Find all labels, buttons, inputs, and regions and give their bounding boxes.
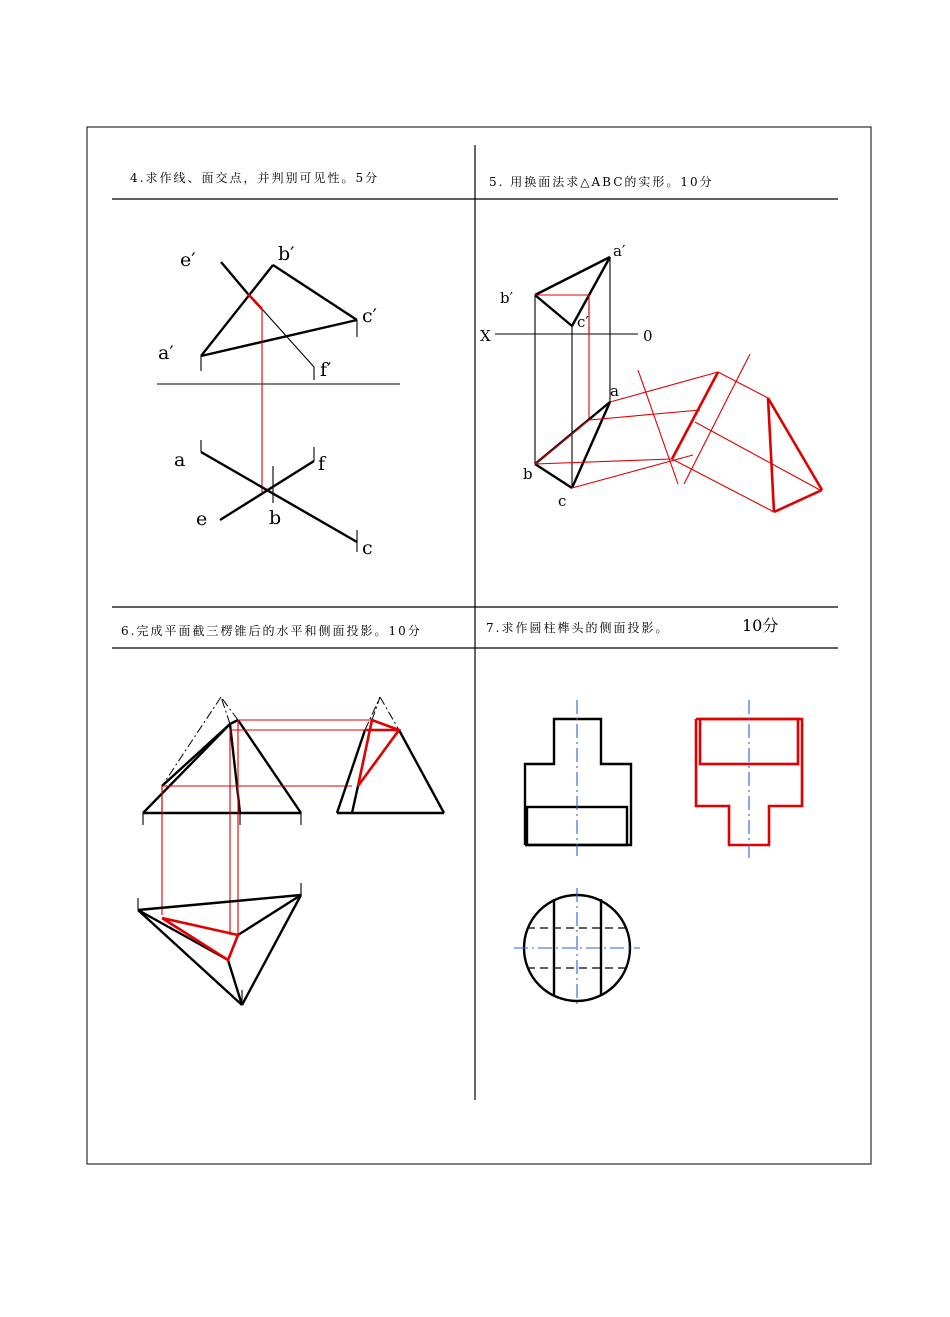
- q4-label-c-prime: c′: [362, 305, 377, 327]
- q4-label-a: a: [174, 449, 186, 471]
- q5-label-b-prime: b′: [500, 289, 514, 307]
- q5-label-c: c: [558, 492, 567, 510]
- q5-label-c-prime: c′: [577, 313, 589, 331]
- q7-drawing: [514, 700, 802, 1008]
- q5-label-o: 0: [643, 327, 653, 345]
- q4-label-a-prime: a′: [158, 342, 174, 364]
- q6-title: 6.完成平面截三楞锥后的水平和侧面投影。10分: [121, 624, 422, 638]
- q4-label-f: f: [318, 453, 326, 475]
- q4-label-c: c: [362, 537, 373, 559]
- q7-title: 7.求作圆柱榫头的侧面投影。: [486, 621, 670, 635]
- q4-label-b: b: [269, 507, 282, 529]
- q5-drawing: [495, 257, 822, 512]
- q7-score: 10分: [742, 616, 779, 635]
- q4-label-b-prime: b′: [278, 243, 295, 265]
- q4-label-e: e: [196, 508, 208, 530]
- q5-label-x: X: [480, 327, 491, 345]
- q4-title: 4.求作线、面交点，并判别可见性。5分: [130, 171, 380, 185]
- q5-label-a: a: [610, 382, 619, 400]
- q4-label-f-prime: f′: [320, 359, 332, 381]
- q6-drawing: [138, 697, 444, 1005]
- q5-label-a-prime: a′: [613, 242, 626, 260]
- q5-label-b: b: [523, 465, 533, 483]
- q5-title: 5. 用换面法求△ABC的实形。10分: [489, 175, 714, 189]
- page-frame: [87, 127, 871, 1164]
- q4-label-e-prime: e′: [180, 249, 196, 271]
